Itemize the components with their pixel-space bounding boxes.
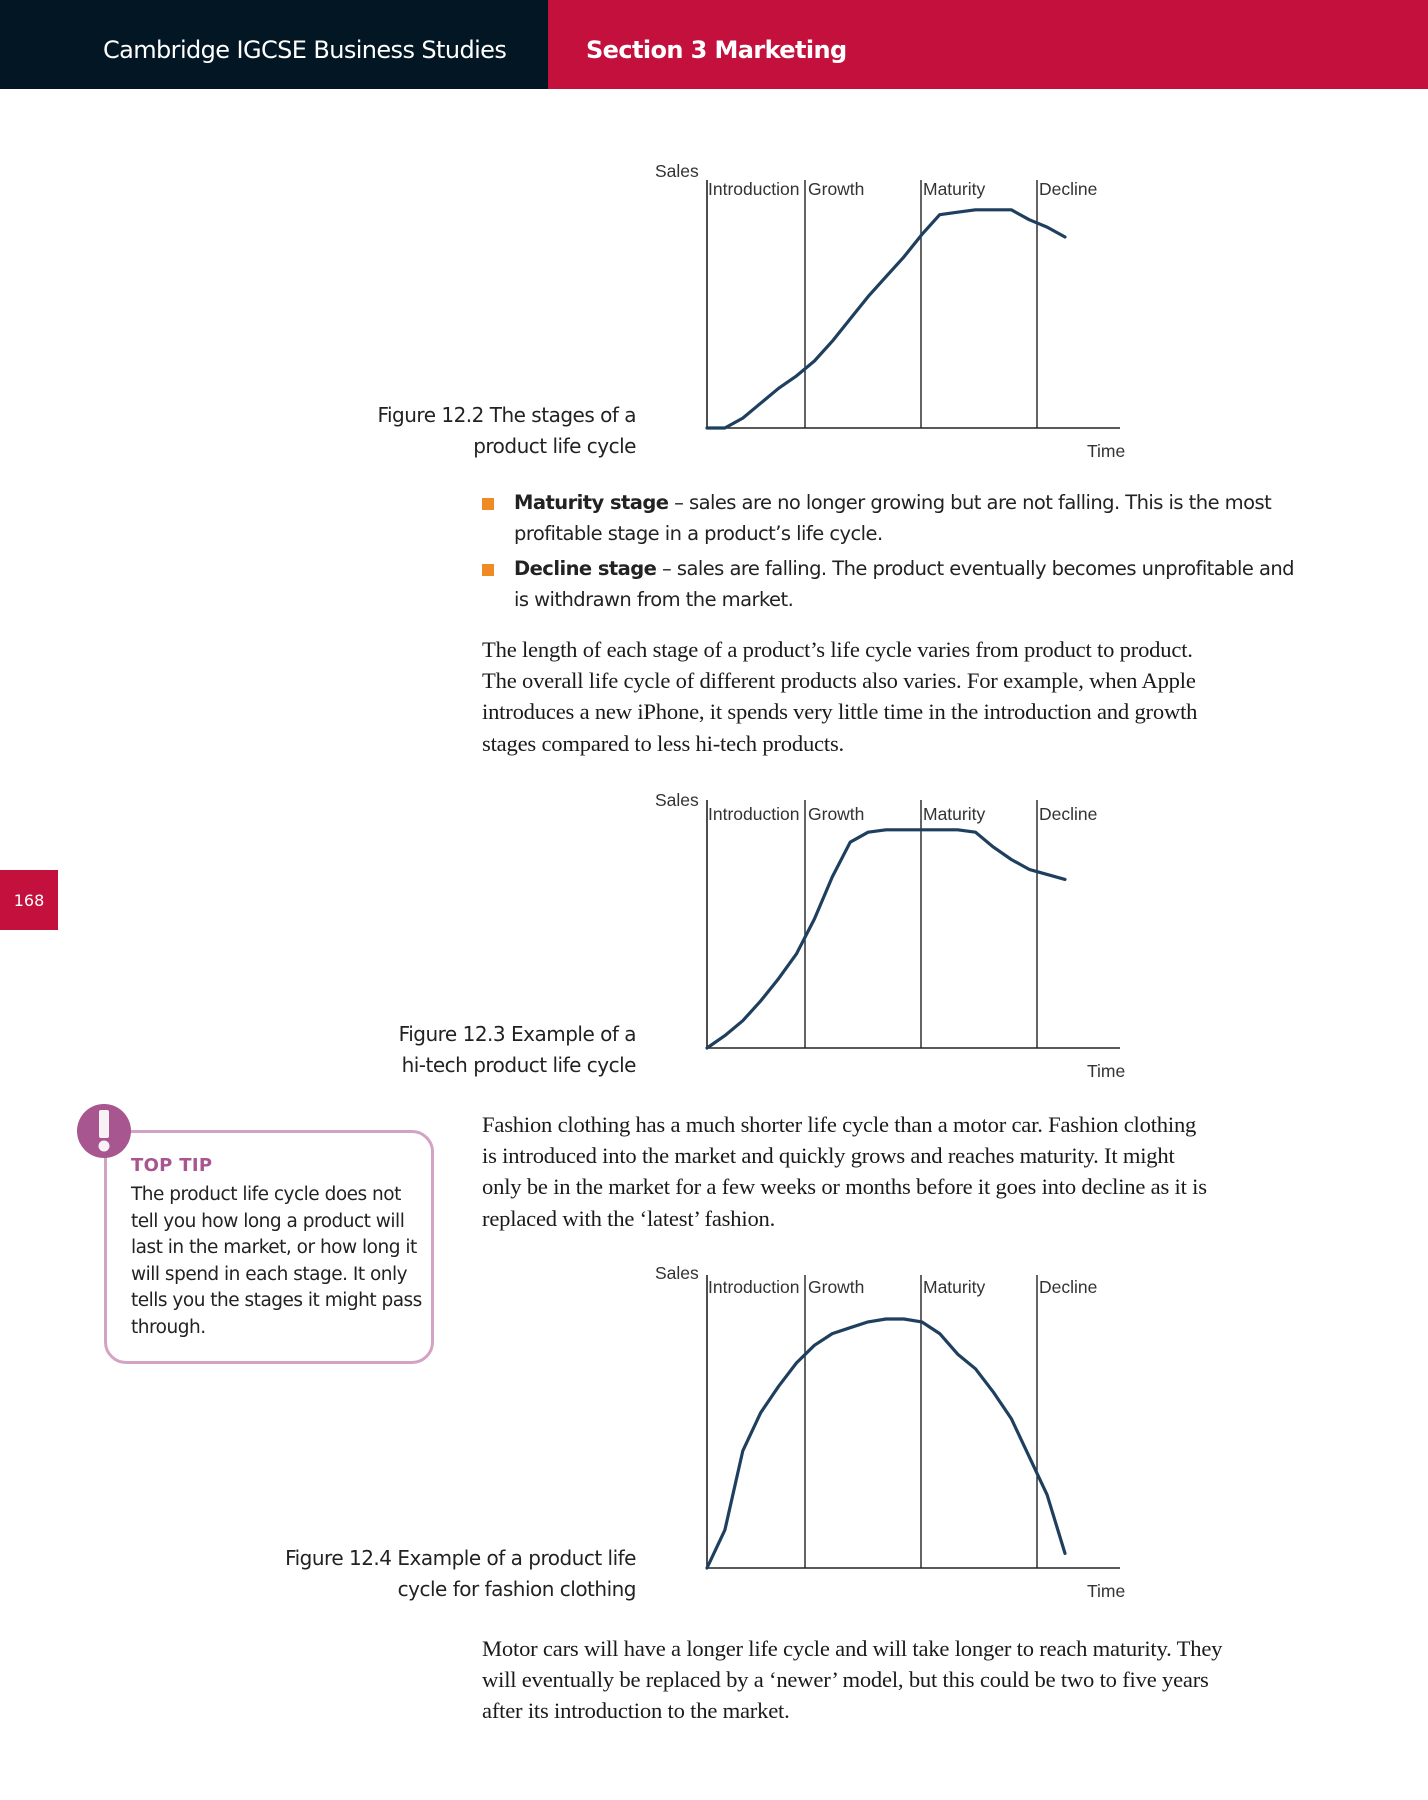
chart-svg [600,1252,1140,1612]
stage-label-growth: Growth [808,804,865,824]
body-paragraph [482,1109,1302,1234]
bullet-term: Maturity stage [514,491,669,514]
stage-label-introduction: Introduction [708,1277,800,1297]
stage-label-introduction: Introduction [708,179,800,199]
x-axis-label: Time [1087,1061,1126,1080]
caption-line: Figure 12.2 The stages of a [377,403,636,427]
tip-line: last in the market, or how long it [131,1237,417,1258]
paragraph-line: Motor cars will have a longer life cycle and will take longer to reach maturity. They [482,1636,1223,1661]
bullet-term: Decline stage [514,557,657,580]
top-tip-body [131,1182,431,1341]
caption-line: Figure 12.4 Example of a product life [285,1546,636,1570]
caption-line: product life cycle [473,434,636,458]
bullet-square-icon [482,564,494,576]
caption-line: cycle for fashion clothing [397,1577,636,1601]
tip-line: through. [131,1316,206,1338]
bullet-text: – sales are no longer growing but are not falling. This is the most [668,491,1272,514]
bullet-text-cont: is withdrawn from the market. [514,588,794,611]
sales-curve [707,1319,1065,1568]
chart-svg [600,780,1140,1080]
bullet-item-maturity [478,487,1308,549]
book-title: Cambridge IGCSE Business Studies [103,36,507,64]
sales-curve [707,210,1065,428]
chart-hitech-plc [600,780,1140,1080]
paragraph-line: introduces a new iPhone, it spends very little time in the introduction and growth [482,699,1198,725]
stage-label-maturity: Maturity [923,804,986,824]
bullet-square-icon [482,498,494,510]
section-title: Section 3 Marketing [586,36,847,64]
paragraph-line: will eventually be replaced by a ‘newer’ model, but this could be two to five years [482,1667,1209,1693]
caption-line: Figure 12.3 Example of a [398,1022,636,1046]
tip-line: will spend in each stage. It only [131,1263,408,1285]
page-number [0,870,58,930]
x-axis-label: Time [1087,441,1126,460]
bullet-text-cont: profitable stage in a product’s life cycle. [514,522,883,545]
y-axis-label: Sales [655,1263,699,1283]
chart-svg [600,150,1140,460]
body-paragraph [482,1633,1302,1727]
stage-label-decline: Decline [1039,179,1098,199]
paragraph-line: The length of each stage of a product’s life cycle varies from product to product. [482,637,1193,662]
body-paragraph [482,634,1302,759]
paragraph-line: only be in the market for a few weeks or months before it goes into decline as it is [482,1174,1207,1200]
paragraph-line: Fashion clothing has a much shorter life cycle than a motor car. Fashion clothing [482,1112,1197,1137]
paragraph-line: stages compared to less hi-tech products. [482,730,844,756]
y-axis-label: Sales [655,790,699,810]
page-header [0,0,1428,89]
stage-label-growth: Growth [808,1277,865,1297]
header-book-band [0,0,548,89]
exclamation-icon [77,1104,131,1158]
stage-label-decline: Decline [1039,804,1098,824]
top-tip-title: TOP TIP [131,1155,213,1176]
figure-caption [377,400,636,462]
sales-curve [707,830,1065,1048]
tip-line: tells you the stages it might pass [131,1290,422,1311]
y-axis-label: Sales [655,161,699,181]
paragraph-line: is introduced into the market and quickly grows and reaches maturity. It might [482,1143,1175,1169]
bullet-text: – sales are falling. The product eventually becomes unprofitable and [656,557,1295,580]
figure-caption [285,1543,636,1605]
stage-label-decline: Decline [1039,1277,1098,1297]
x-axis-label: Time [1087,1581,1126,1601]
paragraph-line: replaced with the ‘latest’ fashion. [482,1205,776,1231]
chart-plc [600,150,1140,460]
page-number-label: 168 [13,890,45,910]
stage-label-maturity: Maturity [923,1277,986,1297]
stage-label-growth: Growth [808,179,865,199]
stage-bullet-list [478,487,1308,619]
paragraph-line: The overall life cycle of different products also varies. For example, when Apple [482,668,1196,694]
chart-fashion-plc [600,1252,1140,1612]
bullet-item-decline [478,553,1308,615]
tip-line: The product life cycle does not [131,1184,401,1205]
stage-label-introduction: Introduction [708,804,800,824]
stage-label-maturity: Maturity [923,179,986,199]
caption-line: hi-tech product life cycle [401,1053,636,1077]
tip-line: tell you how long a product will [131,1210,405,1232]
paragraph-line: after its introduction to the market. [482,1698,790,1724]
